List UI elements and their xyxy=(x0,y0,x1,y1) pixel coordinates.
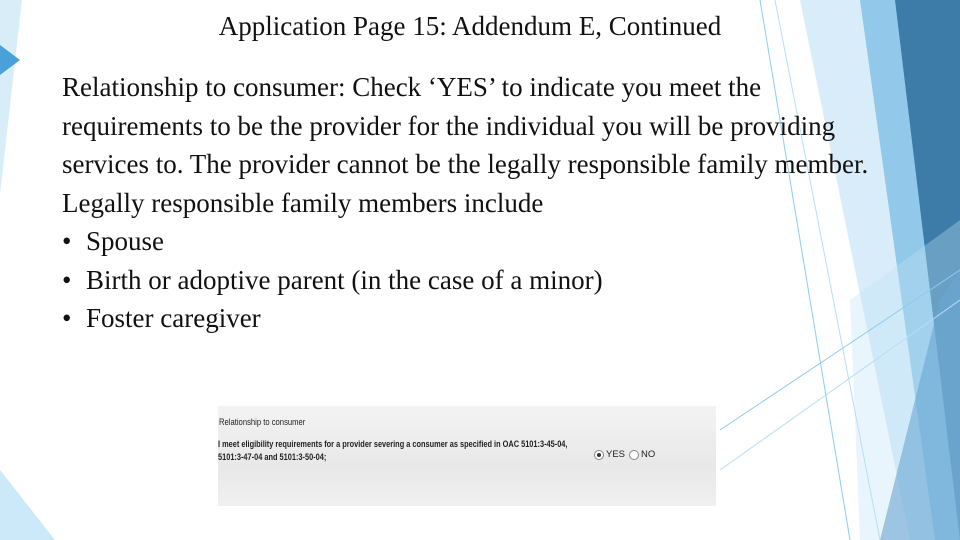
eligibility-statement: I meet eligibility requirements for a provider severing a consumer as specified in OAC 5101:3-45-04, 5101:3-47-04 and 5101:3-50-04; xyxy=(218,439,568,462)
bullet-icon: • xyxy=(62,264,72,295)
slide-body xyxy=(62,68,882,338)
radio-selected-icon[interactable] xyxy=(594,450,604,460)
radio-option-yes[interactable] xyxy=(594,449,625,460)
radio-option-no[interactable] xyxy=(629,449,655,460)
form-screenshot xyxy=(218,406,716,506)
list-item xyxy=(62,222,882,261)
slide-title: Application Page 15: Addendum E, Continued xyxy=(218,11,722,41)
form-field-label: Relationship to consumer xyxy=(219,417,306,427)
bullet-icon: • xyxy=(62,303,72,333)
list-item-text: Spouse xyxy=(86,226,165,256)
bullet-icon: • xyxy=(62,226,72,256)
radio-unselected-icon[interactable] xyxy=(629,450,639,460)
instruction-paragraph: Relationship to consumer: Check ‘YES’ to indicate you meet the requirements to be the provider for the individual you will be providing services to. The provider cannot be the legally responsible family member. xyxy=(62,72,869,179)
list-item-text: Birth or adoptive parent (in the case of a minor) xyxy=(86,264,603,295)
list-item xyxy=(62,299,882,338)
radio-label-no: NO xyxy=(641,449,656,460)
radio-label-yes: YES xyxy=(606,449,626,460)
list-item xyxy=(62,261,882,300)
list-intro: Legally responsible family members include xyxy=(62,187,544,218)
list-item-text: Foster caregiver xyxy=(86,303,261,333)
yes-no-radio-group xyxy=(594,449,659,460)
